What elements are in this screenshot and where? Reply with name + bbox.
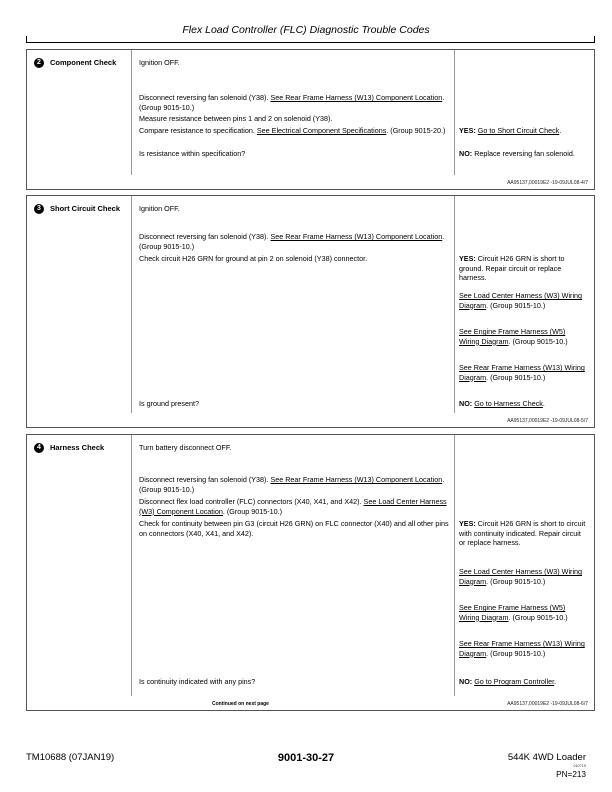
ref-rear-frame-wiring: See Rear Frame Harness (W13) Wiring Diagram. (Group 9015-10.)	[459, 639, 585, 658]
header-rule	[26, 42, 595, 43]
result-no: NO: Go to Harness Check.	[459, 399, 545, 408]
link-rear-frame-harness-location[interactable]: See Rear Frame Harness (W13) Component Location	[270, 475, 443, 484]
page-number: 9001-30-27	[277, 752, 335, 764]
revision-date: 010719	[573, 764, 586, 768]
ref-rear-frame-wiring: See Rear Frame Harness (W13) Wiring Diagram. (Group 9015-10.)	[459, 363, 585, 382]
instruction-row: Is continuity indicated with any pins?	[139, 677, 256, 686]
link-go-to-short-circuit-check[interactable]: Go to Short Circuit Check	[477, 126, 560, 135]
result-no: NO: Go to Program Controller.	[459, 677, 557, 686]
footer-id: AA95137,00019E2 -19-09JUL08-6/7	[507, 701, 588, 707]
instruction-row: Is resistance within specification?	[139, 149, 246, 158]
link-rear-frame-harness-location[interactable]: See Rear Frame Harness (W13) Component Location	[270, 232, 443, 241]
instruction-row: Disconnect reversing fan solenoid (Y38). See Rear Frame Harness (W13) Component Location. (Group 9015-10.)	[139, 93, 445, 112]
instruction-row: Disconnect flex load controller (FLC) connectors (X40, X41, and X42). See Load Center Harness (W3) Component Location. (Group 9015-10.)	[139, 497, 447, 516]
footer-id: AA95137,00019E2 -19-09JUL08-5/7	[507, 418, 588, 424]
step-harness-check	[26, 434, 595, 711]
pn-number: PN=213	[556, 770, 586, 779]
step-heading	[34, 443, 104, 453]
footer-id: AA95137,00019E2 -19-09JUL08-4/7	[507, 180, 588, 186]
instruction-row: Ignition OFF.	[139, 58, 180, 67]
link-electrical-component-specs[interactable]: See Electrical Component Specifications	[256, 126, 387, 135]
ref-load-center-wiring: See Load Center Harness (W3) Wiring Diagram. (Group 9015-10.)	[459, 291, 583, 310]
link-rear-frame-harness-location[interactable]: See Rear Frame Harness (W13) Component Location	[270, 93, 443, 102]
column-divider	[131, 50, 132, 175]
instruction-row: Turn battery disconnect OFF.	[139, 443, 232, 452]
step-title: Harness Check	[50, 443, 105, 453]
instruction-row: Ignition OFF.	[139, 204, 180, 213]
link-rear-frame-wiring-diagram[interactable]: See Rear Frame Harness (W13) Wiring Diagram	[459, 639, 585, 658]
step-number-badge: 4	[34, 443, 44, 453]
instruction-row: Measure resistance between pins 1 and 2 on solenoid (Y38).	[139, 114, 333, 123]
manual-id: TM10688 (07JAN19)	[26, 752, 115, 763]
instruction-row: Disconnect reversing fan solenoid (Y38). See Rear Frame Harness (W13) Component Location. (Group 9015-10.)	[139, 232, 445, 251]
link-engine-frame-wiring-diagram[interactable]: See Engine Frame Harness (W5) Wiring Diagram	[459, 327, 566, 346]
link-go-to-program-controller[interactable]: Go to Program Controller	[474, 677, 555, 686]
step-number-badge: 3	[34, 204, 44, 214]
step-title: Short Circuit Check	[50, 204, 121, 214]
column-divider	[454, 196, 455, 413]
step-heading	[34, 204, 120, 214]
link-rear-frame-wiring-diagram[interactable]: See Rear Frame Harness (W13) Wiring Diagram	[459, 363, 585, 382]
instruction-row: Is ground present?	[139, 399, 199, 408]
instruction-row: Check for continuity between pin G3 (circuit H26 GRN) on FLC connector (X40) and all other pins on connectors (X40, X41, and X42).	[139, 519, 449, 538]
instruction-row: Compare resistance to specification. See Electrical Component Specifications. (Group 9015-20.)	[139, 126, 446, 135]
machine-model: 544K 4WD Loader	[507, 752, 586, 763]
ref-engine-frame-wiring: See Engine Frame Harness (W5) Wiring Diagram. (Group 9015-10.)	[459, 327, 568, 346]
column-divider	[131, 435, 132, 696]
result-no: NO: Replace reversing fan solenoid.	[459, 149, 575, 158]
step-number-badge: 2	[34, 58, 44, 68]
link-load-center-wiring-diagram[interactable]: See Load Center Harness (W3) Wiring Diagram	[459, 567, 583, 586]
result-yes: YES: Circuit H26 GRN is short to circuit with continuity indicated. Repair circuit or replace harness.	[459, 519, 586, 548]
step-short-circuit-check	[26, 195, 595, 428]
column-divider	[454, 50, 455, 175]
step-title: Component Check	[50, 58, 117, 68]
ref-load-center-wiring: See Load Center Harness (W3) Wiring Diagram. (Group 9015-10.)	[459, 567, 583, 586]
ref-engine-frame-wiring: See Engine Frame Harness (W5) Wiring Diagram. (Group 9015-10.)	[459, 603, 568, 622]
link-go-to-harness-check[interactable]: Go to Harness Check	[474, 399, 543, 408]
instruction-row: Check circuit H26 GRN for ground at pin 2 on solenoid (Y38) connector.	[139, 254, 368, 263]
link-load-center-wiring-diagram[interactable]: See Load Center Harness (W3) Wiring Diagram	[459, 291, 583, 310]
page-title: Flex Load Controller (FLC) Diagnostic Trouble Codes	[182, 24, 430, 36]
instruction-row: Disconnect reversing fan solenoid (Y38). See Rear Frame Harness (W13) Component Location. (Group 9015-10.)	[139, 475, 445, 494]
link-load-center-harness-location[interactable]: See Load Center Harness (W3) Component Location	[139, 497, 447, 516]
step-component-check	[26, 49, 595, 190]
column-divider	[131, 196, 132, 413]
result-yes: YES: Circuit H26 GRN is short to ground. Repair circuit or replace harness.	[459, 254, 565, 283]
link-engine-frame-wiring-diagram[interactable]: See Engine Frame Harness (W5) Wiring Diagram	[459, 603, 566, 622]
step-heading	[34, 58, 116, 68]
column-divider	[454, 435, 455, 696]
result-yes: YES: Go to Short Circuit Check.	[459, 126, 562, 135]
continued-note: Continued on next page	[212, 701, 269, 707]
